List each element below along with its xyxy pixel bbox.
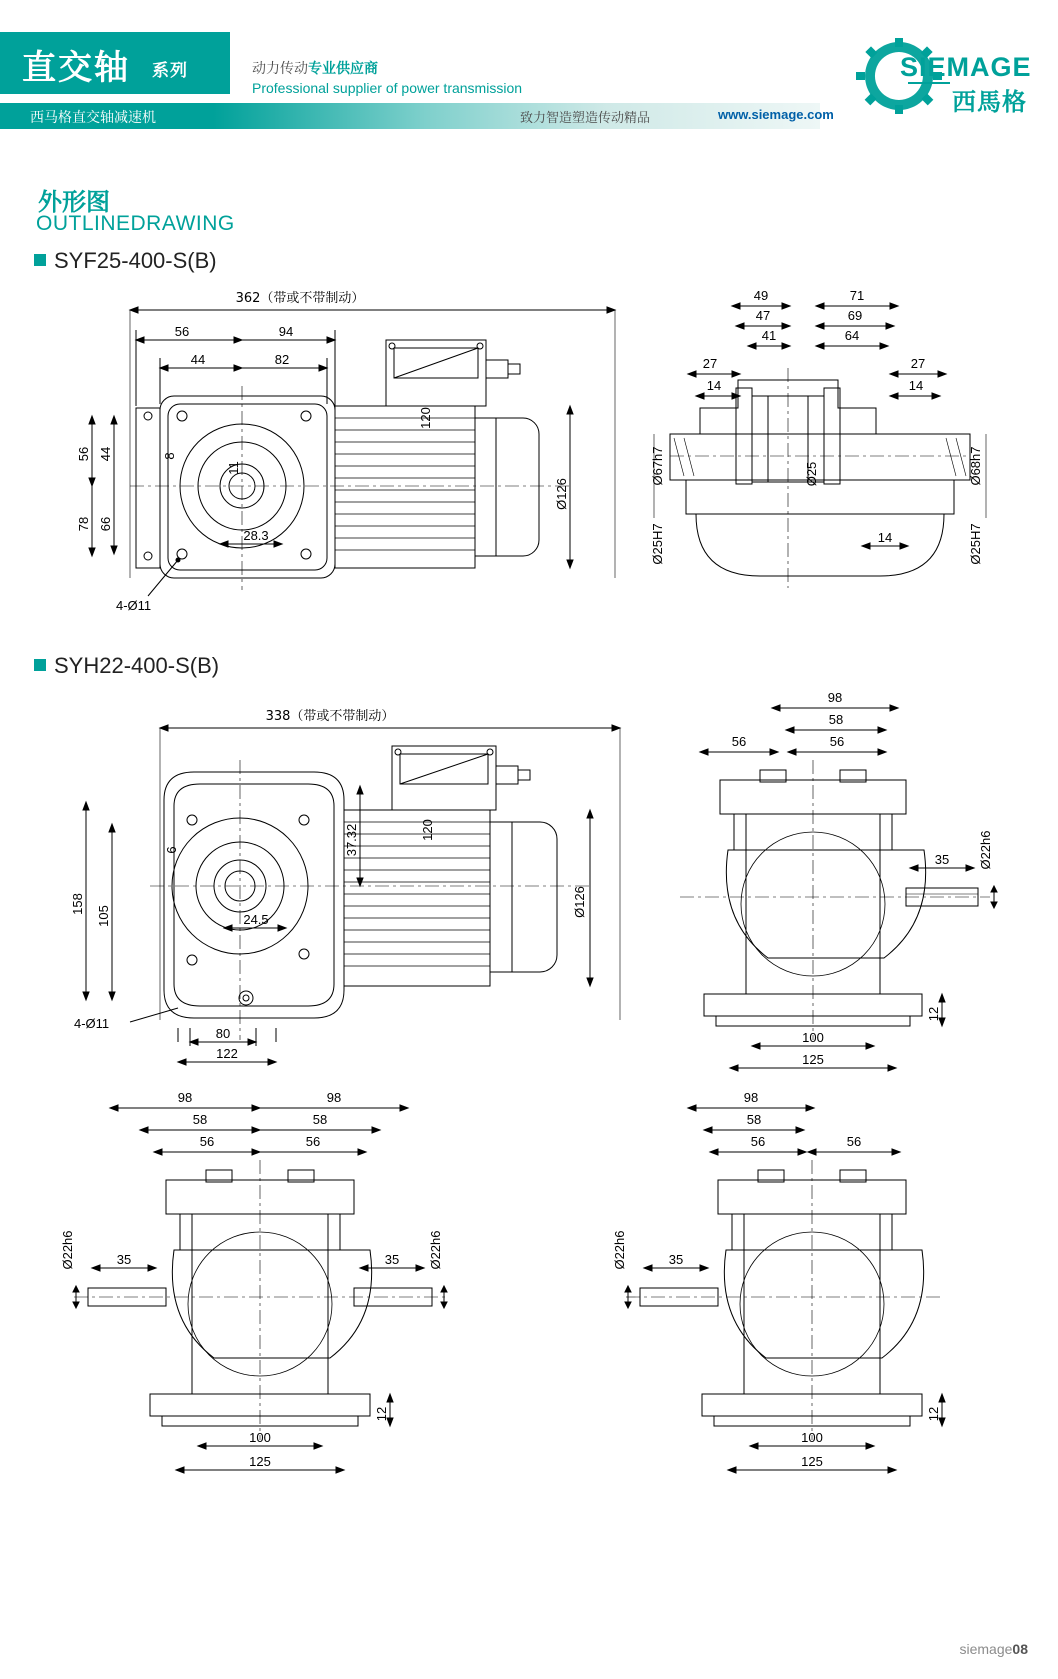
drawing-syf25-side-view (640, 278, 1030, 628)
dim-56-left: 56 (199, 1134, 215, 1149)
model-label-2: SYH22-400-S(B) (54, 653, 220, 678)
dim-14-left: 14 (706, 378, 722, 393)
page-footer (960, 1641, 1029, 1657)
dim-98-left: 98 (177, 1090, 193, 1105)
drawing-syh22-front-view (60, 690, 640, 1080)
dim-64: 64 (844, 328, 860, 343)
header-title-cn: 直交轴 (22, 48, 130, 88)
dim-44-left: 44 (98, 446, 113, 462)
dim-27-left: 27 (702, 356, 718, 371)
dim-56-left: 56 (76, 446, 91, 462)
dim-122: 122 (216, 1046, 238, 1061)
page-header (0, 0, 1058, 148)
logo-text: SIEMAGE (900, 52, 1032, 82)
dim-12-3: 12 (374, 1406, 389, 1422)
header-slogan-cn-plain: 动力传动 (252, 61, 308, 77)
dim-phi-25H7-left: Ø25H7 (650, 523, 665, 565)
dim-98-4: 98 (743, 1090, 759, 1105)
dim-overall-length-2: 338（带或不带制动） (265, 709, 395, 724)
dim-41: 41 (761, 328, 777, 343)
section-title-cn: 外形图 (38, 188, 110, 216)
dim-44: 44 (190, 352, 206, 367)
dim-14-bottom: 14 (877, 530, 893, 545)
dim-47: 47 (755, 308, 771, 323)
dim-58-right: 58 (312, 1112, 328, 1127)
dim-14-right: 14 (908, 378, 924, 393)
dim-6: 6 (164, 846, 179, 854)
dim-phi-126-2: Ø126 (572, 886, 587, 918)
dim-100-4: 100 (801, 1430, 823, 1445)
footer-brand: siemage (959, 1641, 1013, 1657)
dim-35-right: 35 (384, 1252, 400, 1267)
dim-phi-22h6-right: Ø22h6 (428, 1230, 443, 1270)
dim-phi-25H7-right: Ø25H7 (968, 523, 983, 565)
dim-4-phi-11: 4-Ø11 (116, 598, 152, 613)
dim-35-left: 35 (116, 1252, 132, 1267)
header-title-series: 系列 (152, 61, 188, 81)
logo-text-cn: 西馬格 (952, 88, 1027, 116)
dim-phi-22h6-left: Ø22h6 (60, 1230, 75, 1270)
drawing-syf25-front-view (70, 278, 630, 628)
dim-56b: 56 (829, 734, 845, 749)
dim-100: 100 (802, 1030, 824, 1045)
dim-phi-67h7: Ø67h7 (650, 446, 665, 486)
dim-11: 11 (226, 461, 241, 475)
dim-56a-4: 56 (750, 1134, 766, 1149)
dim-78: 78 (76, 516, 91, 532)
dim-8: 8 (162, 452, 177, 460)
bullet-square-icon (34, 659, 46, 671)
model-heading-2 (34, 653, 219, 679)
dim-58-left: 58 (192, 1112, 208, 1127)
dim-94: 94 (278, 324, 294, 339)
dim-phi-126: Ø126 (554, 478, 569, 510)
dim-49: 49 (753, 288, 769, 303)
bullet-square-icon (34, 254, 46, 266)
dim-35: 35 (934, 852, 950, 867)
dim-69: 69 (847, 308, 863, 323)
dim-120-2: 120 (420, 819, 435, 841)
dim-125-3: 125 (249, 1454, 271, 1469)
dim-56a: 56 (731, 734, 747, 749)
dim-phi-22h6: Ø22h6 (978, 830, 993, 870)
dim-120: 120 (418, 407, 433, 429)
dim-3732: 37.32 (344, 823, 359, 857)
dim-56b-4: 56 (846, 1134, 862, 1149)
dim-125-4: 125 (801, 1454, 823, 1469)
drawing-syh22-left-shaft-view (600, 1080, 1000, 1520)
dim-71: 71 (849, 288, 865, 303)
dim-58: 58 (828, 712, 844, 727)
dim-12: 12 (926, 1006, 941, 1022)
company-logo (856, 36, 1041, 114)
dim-98: 98 (827, 690, 843, 705)
dim-105: 105 (96, 905, 111, 927)
header-slogan-cn (252, 58, 378, 78)
dim-4-phi-11-2: 4-Ø11 (74, 1016, 110, 1031)
dim-100-3: 100 (249, 1430, 271, 1445)
dim-80: 80 (215, 1026, 231, 1041)
dim-27-right: 27 (910, 356, 926, 371)
dim-56: 56 (174, 324, 190, 339)
dim-125: 125 (802, 1052, 824, 1067)
section-title-en: OUTLINEDRAWING (36, 212, 235, 235)
model-heading-1 (34, 248, 217, 274)
dim-overall-length-1: 362（带或不带制动） (235, 291, 365, 306)
header-website-url[interactable]: www.siemage.com (718, 107, 834, 122)
dim-35-4: 35 (668, 1252, 684, 1267)
dim-158: 158 (70, 893, 85, 915)
dim-phi-22h6-4: Ø22h6 (612, 1230, 627, 1270)
header-slogan-cn-bold: 专业供应商 (308, 61, 378, 77)
dim-283: 28.3 (243, 528, 269, 543)
model-label-1: SYF25-400-S(B) (54, 248, 217, 273)
drawing-syh22-double-shaft-view (60, 1080, 460, 1520)
dim-245: 24.5 (243, 912, 269, 927)
dim-12-4: 12 (926, 1406, 941, 1422)
dim-66: 66 (98, 516, 113, 532)
dim-phi-25: Ø25 (804, 461, 819, 487)
dim-56-right: 56 (305, 1134, 321, 1149)
dim-58-4: 58 (746, 1112, 762, 1127)
header-motto: 致力智造塑造传动精品 (520, 111, 651, 126)
dim-phi-68h7: Ø68h7 (968, 446, 983, 486)
header-subtitle-cn: 西马格直交轴减速机 (30, 110, 156, 126)
logo-divider (908, 82, 950, 84)
header-slogan-en: Professional supplier of power transmission (252, 80, 523, 96)
dim-98-right: 98 (326, 1090, 342, 1105)
dim-82: 82 (274, 352, 290, 367)
drawing-syh22-end-view (660, 680, 1020, 1080)
footer-page-number: 08 (1012, 1641, 1028, 1657)
